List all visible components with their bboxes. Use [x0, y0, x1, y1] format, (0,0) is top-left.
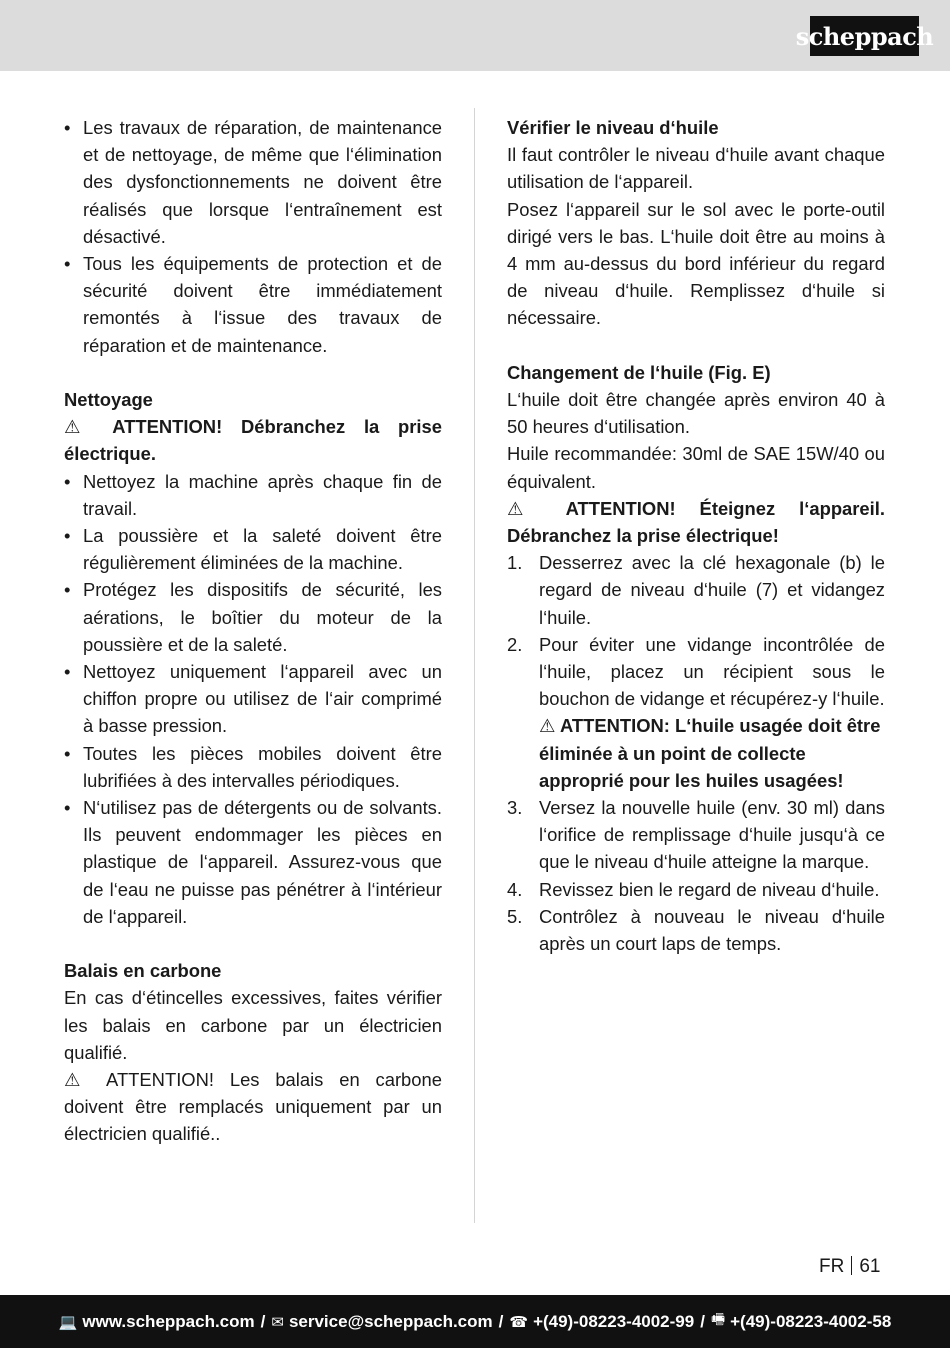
contact-footer: 💻 www.scheppach.com / ✉ service@scheppach.com / ☎ +(49)-08223-4002-99 / 🖷 +(49)-08223-4002-58	[0, 1295, 950, 1348]
fax-number: +(49)-08223-4002-58	[730, 1311, 892, 1331]
scheppach-logo: scheppach	[810, 16, 919, 56]
check-oil-text-1: Il faut contrôler le niveau d‘huile avant chaque utilisation de l‘appareil.	[507, 144, 885, 193]
list-item: 1. Desserrez avec la clé hexagonale (b) le regard de niveau d‘huile (7) et vidangez l‘huile.	[507, 552, 885, 628]
mail-icon: ✉	[271, 1313, 284, 1331]
list-item: • Tous les équipements de protection et de sécurité doivent être immédiatement remontés à l‘issue des travaux de réparation et de maintenance.	[64, 250, 442, 359]
change-oil-heading: Changement de l‘huile (Fig. E)	[507, 361, 771, 383]
phone-icon: ☎	[509, 1313, 529, 1331]
warning-triangle-icon: ⚠	[64, 416, 95, 438]
computer-icon: 💻	[58, 1313, 78, 1331]
list-item: 3. Versez la nouvelle huile (env. 30 ml) dans l‘orifice de remplissage d‘huile jusqu‘à ce que le niveau d‘huile atteigne la marque.	[507, 797, 885, 873]
header-band	[0, 0, 950, 71]
change-oil-text-2: Huile recommandée: 30ml de SAE 15W/40 ou équivalent.	[507, 443, 885, 492]
list-item: • La poussière et la saleté doivent être régulièrement éliminées de la machine.	[64, 522, 442, 576]
email-link[interactable]: service@scheppach.com	[288, 1311, 493, 1331]
brushes-text: En cas d‘étincelles excessives, faites vérifier les balais en carbone par un électricien qualifié.	[64, 987, 442, 1063]
list-item: • Les travaux de réparation, de maintenance et de nettoyage, de même que l‘élimination des dysfonctionnements ne doivent être réalisés que lorsque l‘entraînement est désactivé.	[64, 114, 442, 250]
list-item: 4. Revissez bien le regard de niveau d‘huile.	[507, 878, 880, 900]
page-number: FR 61	[819, 1256, 881, 1277]
cleaning-warning: ⚠ ATTENTION! Débranchez la prise électrique.	[64, 416, 442, 465]
fax-icon: 🖷	[710, 1311, 726, 1328]
list-item: • Protégez les dispositifs de sécurité, les aérations, le boîtier du moteur de la poussière et de la saleté.	[64, 576, 442, 658]
warning-triangle-icon: ⚠	[539, 715, 556, 737]
left-column	[64, 114, 442, 1148]
list-item: 2. Pour éviter une vidange incontrôlée de l‘huile, placez un récipient sous le bouchon de vidange et récupérez-y l‘huile. ⚠ ATTENTION: L‘huile usagée doit être éliminée à un point de collecte approprié pour les huiles usagées!	[507, 631, 885, 794]
change-oil-warning: ⚠ ATTENTION! Éteignez l‘appareil. Débranchez la prise électrique!	[507, 497, 885, 547]
list-item: • Nettoyez la machine après chaque fin de travail.	[64, 468, 442, 522]
change-oil-text-1: L‘huile doit être changée après environ 40 à 50 heures d‘utilisation.	[507, 389, 885, 438]
right-column	[507, 114, 885, 957]
check-oil-text-2: Posez l‘appareil sur le sol avec le porte-outil dirigé vers le bas. L‘huile doit être au moins à 4 mm au-dessus du bord inférieur du regard de niveau d‘huile. Remplissez d‘huile si nécessaire.	[507, 198, 885, 329]
list-item: • N‘utilisez pas de détergents ou de solvants. Ils peuvent endommager les pièces en plastique de l‘appareil. Assurez-vous que de l‘eau ne puisse pas pénétrer à l‘intérieur de l‘appareil.	[64, 794, 442, 930]
brushes-warning: ⚠ ATTENTION! Les balais en carbone doivent être remplacés uniquement par un électricien qualifié..	[64, 1069, 442, 1145]
cleaning-heading: Nettoyage	[64, 389, 153, 411]
column-divider	[474, 108, 475, 1223]
list-item: • Nettoyez uniquement l‘appareil avec un chiffon propre ou utilisez de l‘air comprimé à basse pression.	[64, 658, 442, 740]
list-item: • Toutes les pièces mobiles doivent être lubrifiées à des intervalles périodiques.	[64, 740, 442, 794]
used-oil-warning: ⚠ ATTENTION: L‘huile usagée doit être éliminée à un point de collecte approprié pour les huiles usagées!	[539, 715, 881, 791]
list-item: 5. Contrôlez à nouveau le niveau d‘huile après un court laps de temps.	[507, 905, 885, 955]
check-oil-heading: Vérifier le niveau d‘huile	[507, 117, 719, 138]
warning-triangle-icon: ⚠	[507, 497, 543, 519]
warning-triangle-icon: ⚠	[64, 1069, 92, 1091]
phone-number: +(49)-08223-4002-99	[533, 1311, 695, 1331]
website-link[interactable]: www.scheppach.com	[82, 1311, 255, 1331]
brushes-heading: Balais en carbone	[64, 960, 222, 982]
